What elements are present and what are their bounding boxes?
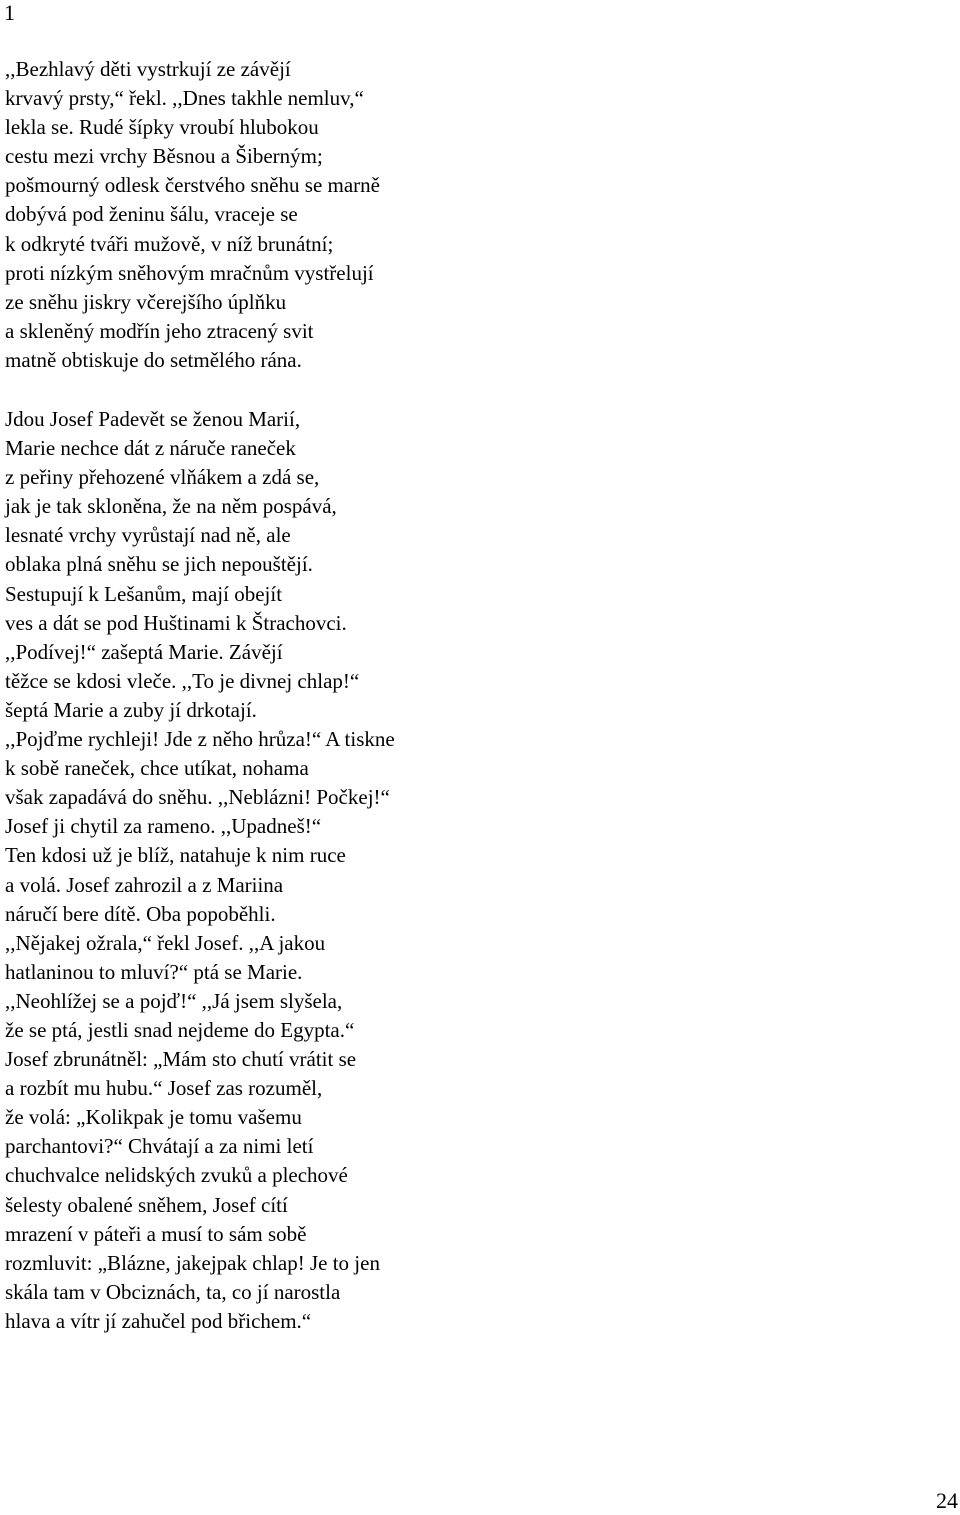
poem-line: ves a dát se pod Huštinami k Štrachovci. bbox=[5, 610, 347, 635]
poem-line: Ten kdosi už je blíž, natahuje k nim ruce bbox=[5, 843, 346, 868]
poem-line: k sobě raneček, chce utíkat, nohama bbox=[5, 756, 309, 781]
poem-line: hatlaninou to mluví?“ ptá se Marie. bbox=[5, 959, 303, 984]
poem-line: hlava a vítr jí zahučel pod břichem.“ bbox=[5, 1308, 312, 1333]
poem-line: ,,Podívej!“ zašeptá Marie. Závějí bbox=[5, 639, 283, 664]
poem-line: šeptá Marie a zuby jí drkotají. bbox=[5, 697, 257, 722]
poem-line: šelesty obalené sněhem, Josef cítí bbox=[5, 1192, 288, 1217]
poem-line: ,,Nějakej ožrala,“ řekl Josef. ,,A jakou bbox=[5, 930, 326, 955]
poem-line: Sestupují k Lešanům, mají obejít bbox=[5, 581, 283, 606]
poem-line: proti nízkým sněhovým mračnům vystřelují bbox=[5, 260, 374, 285]
poem-line: skála tam v Obciznách, ta, co jí narostla bbox=[5, 1279, 341, 1304]
page-number-bottom: 24 bbox=[936, 1488, 958, 1513]
poem-line: jak je tak skloněna, že na něm pospává, bbox=[5, 494, 337, 519]
poem-line: z peřiny přehozené vlňákem a zdá se, bbox=[5, 465, 320, 490]
stanza-1 bbox=[5, 55, 380, 375]
poem-line: matně obtiskuje do setmělého rána. bbox=[5, 347, 302, 372]
poem-line: a skleněný modřín jeho ztracený svit bbox=[5, 318, 314, 343]
poem-line: cestu mezi vrchy Běsnou a Šiberným; bbox=[5, 144, 323, 169]
poem-line: ,,Bezhlavý děti vystrkují ze závějí bbox=[5, 57, 291, 81]
poem-line: lekla se. Rudé šípky vroubí hlubokou bbox=[5, 115, 319, 140]
poem-line: parchantovi?“ Chvátají a za nimi letí bbox=[5, 1134, 314, 1159]
poem-line: k odkryté tváři mužově, v níž brunátní; bbox=[5, 231, 334, 256]
poem-line: náručí bere dítě. Oba popoběhli. bbox=[5, 901, 276, 926]
poem-line: Marie nechce dát z náruče raneček bbox=[5, 436, 296, 461]
poem-line: a volá. Josef zahrozil a z Mariina bbox=[5, 872, 284, 897]
poem-line: ,,Neohlížej se a pojď!“ ,,Já jsem slyšela, bbox=[5, 988, 343, 1013]
poem-line: oblaka plná sněhu se jich nepouštějí. bbox=[5, 552, 313, 577]
poem-line: Josef ji chytil za rameno. ,,Upadneš!“ bbox=[5, 814, 322, 839]
poem-line: mrazení v páteři a musí to sám sobě bbox=[5, 1221, 307, 1246]
poem-line: a rozbít mu hubu.“ Josef zas rozuměl, bbox=[5, 1076, 323, 1101]
poem-line: chuchvalce nelidských zvuků a plechové bbox=[5, 1163, 348, 1188]
poem-line: pošmourný odlesk čerstvého sněhu se marně bbox=[5, 173, 380, 198]
poem-line: rozmluvit: „Blázne, jakejpak chlap! Je to jen bbox=[5, 1250, 380, 1275]
stanza-2 bbox=[5, 405, 395, 1336]
poem-line: Josef zbrunátněl: „Mám sto chutí vrátit se bbox=[5, 1047, 357, 1072]
poem-line: však zapadává do sněhu. ,,Neblázni! Počkej!“ bbox=[5, 785, 390, 810]
poem-line: ,,Pojďme rychleji! Jde z něho hrůza!“ A tiskne bbox=[5, 727, 395, 752]
poem-line: krvavý prsty,“ řekl. ,,Dnes takhle nemluv,“ bbox=[5, 86, 364, 111]
poem-line: ze sněhu jiskry včerejšího úplňku bbox=[5, 289, 287, 314]
poem-line: Jdou Josef Padevět se ženou Marií, bbox=[5, 407, 301, 431]
poem-line: že volá: „Kolikpak je tomu vašemu bbox=[5, 1105, 302, 1130]
poem-line: že se ptá, jestli snad nejdeme do Egypta.“ bbox=[5, 1017, 355, 1042]
poem-line: těžce se kdosi vleče. ,,To je divnej chlap!“ bbox=[5, 668, 360, 693]
page-number-top: 1 bbox=[4, 0, 15, 25]
poem-line: dobývá pod ženinu šálu, vraceje se bbox=[5, 202, 298, 227]
poem-line: lesnaté vrchy vyrůstají nad ně, ale bbox=[5, 523, 291, 548]
